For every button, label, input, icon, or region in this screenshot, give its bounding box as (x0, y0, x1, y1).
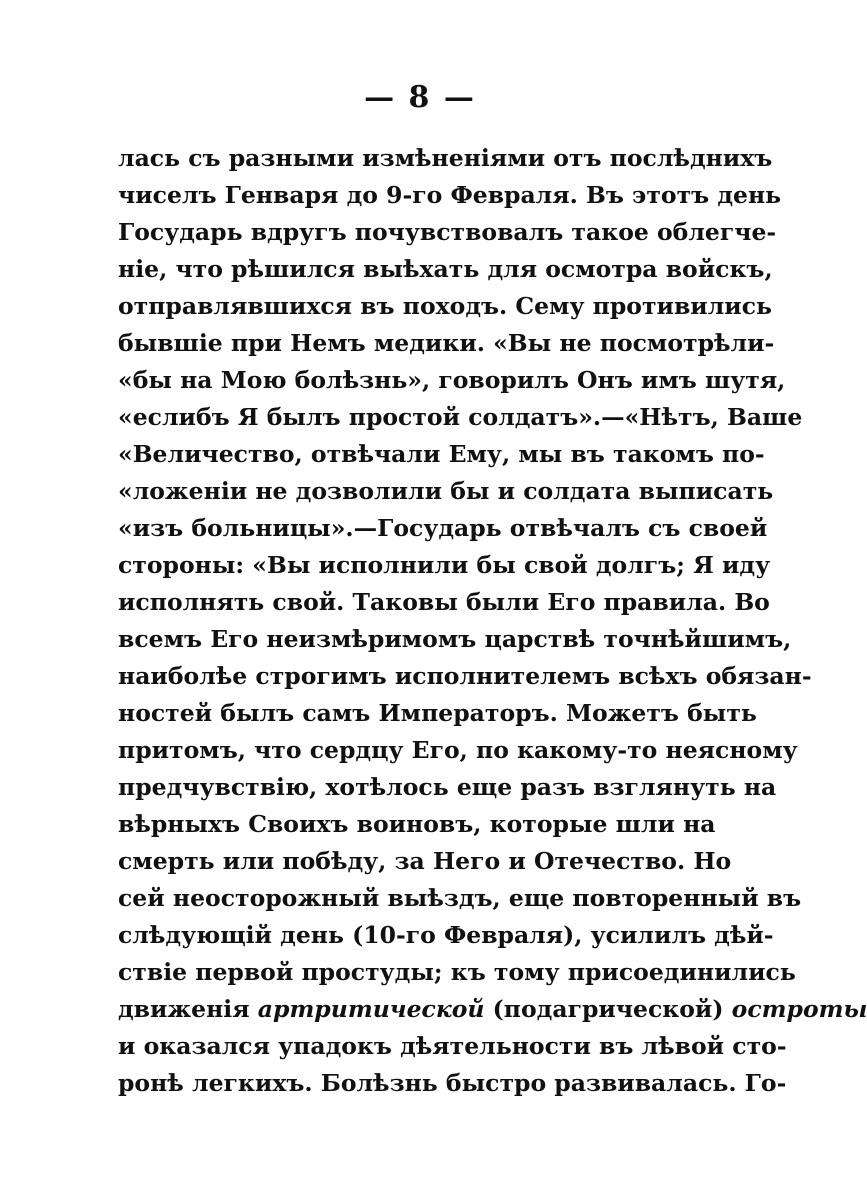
text-line: вѣрныхъ Своихъ воиновъ, которые шли на (118, 810, 716, 838)
text-line: и оказался упадокъ дѣятельности въ лѣвой сто- (118, 1032, 787, 1060)
text-line: чиселъ Генваря до 9-го Февраля. Въ этотъ день (118, 181, 782, 209)
text-run: движенія (118, 995, 258, 1023)
text-line: отправлявшихся въ походъ. Сему противились (118, 292, 772, 320)
text-line: «ложеніи не дозволили бы и солдата выписать (118, 477, 774, 505)
text-line: ствіе первой простуды; къ тому присоединились (118, 958, 796, 986)
text-line-mixed (118, 991, 867, 1028)
text-run: (подагрической) (484, 995, 732, 1023)
text-line: лась съ разными измѣненіями отъ послѣднихъ (118, 144, 773, 172)
text-line: «еслибъ Я былъ простой солдатъ».—«Нѣтъ, Ваше (118, 403, 803, 431)
text-line: «бы на Мою болѣзнь», говорилъ Онъ имъ шутя, (118, 366, 786, 394)
text-line: всемъ Его неизмѣримомъ царствѣ точнѣйшимъ, (118, 625, 792, 653)
text-line: слѣдующій день (10-го Февраля), усилилъ дѣй- (118, 921, 774, 949)
text-line: Государь вдругъ почувствовалъ такое облегче- (118, 218, 777, 246)
italic-term: артритической (257, 995, 485, 1023)
text-line: «изъ больницы».—Государь отвѣчалъ съ своей (118, 514, 768, 542)
text-line: исполнять свой. Таковы были Его правила. Во (118, 588, 770, 616)
text-line: бывшіе при Немъ медики. «Вы не посмотрѣли- (118, 329, 775, 357)
text-line: ностей былъ самъ Императоръ. Можетъ быть (118, 699, 757, 727)
text-line: притомъ, что сердцу Его, по какому-то неясному (118, 736, 798, 764)
text-line: стороны: «Вы исполнили бы свой долгъ; Я иду (118, 551, 771, 579)
text-line: ронѣ легкихъ. Болѣзнь быстро развивалась. Го- (118, 1069, 787, 1097)
text-line: наиболѣе строгимъ исполнителемъ всѣхъ обязан- (118, 662, 812, 690)
text-line: сей неосторожный выѣздъ, еще повторенный въ (118, 884, 802, 912)
text-line: предчувствію, хотѣлось еще разъ взглянуть на (118, 773, 777, 801)
text-line: ніе, что рѣшился выѣхать для осмотра войскъ, (118, 255, 773, 283)
italic-term: остроты (731, 995, 867, 1023)
body-text (118, 140, 867, 1102)
text-line: смерть или побѣду, за Него и Отечество. Но (118, 847, 732, 875)
text-line: «Величество, отвѣчали Ему, мы въ такомъ по- (118, 440, 765, 468)
page-number: — 8 — (364, 80, 476, 115)
